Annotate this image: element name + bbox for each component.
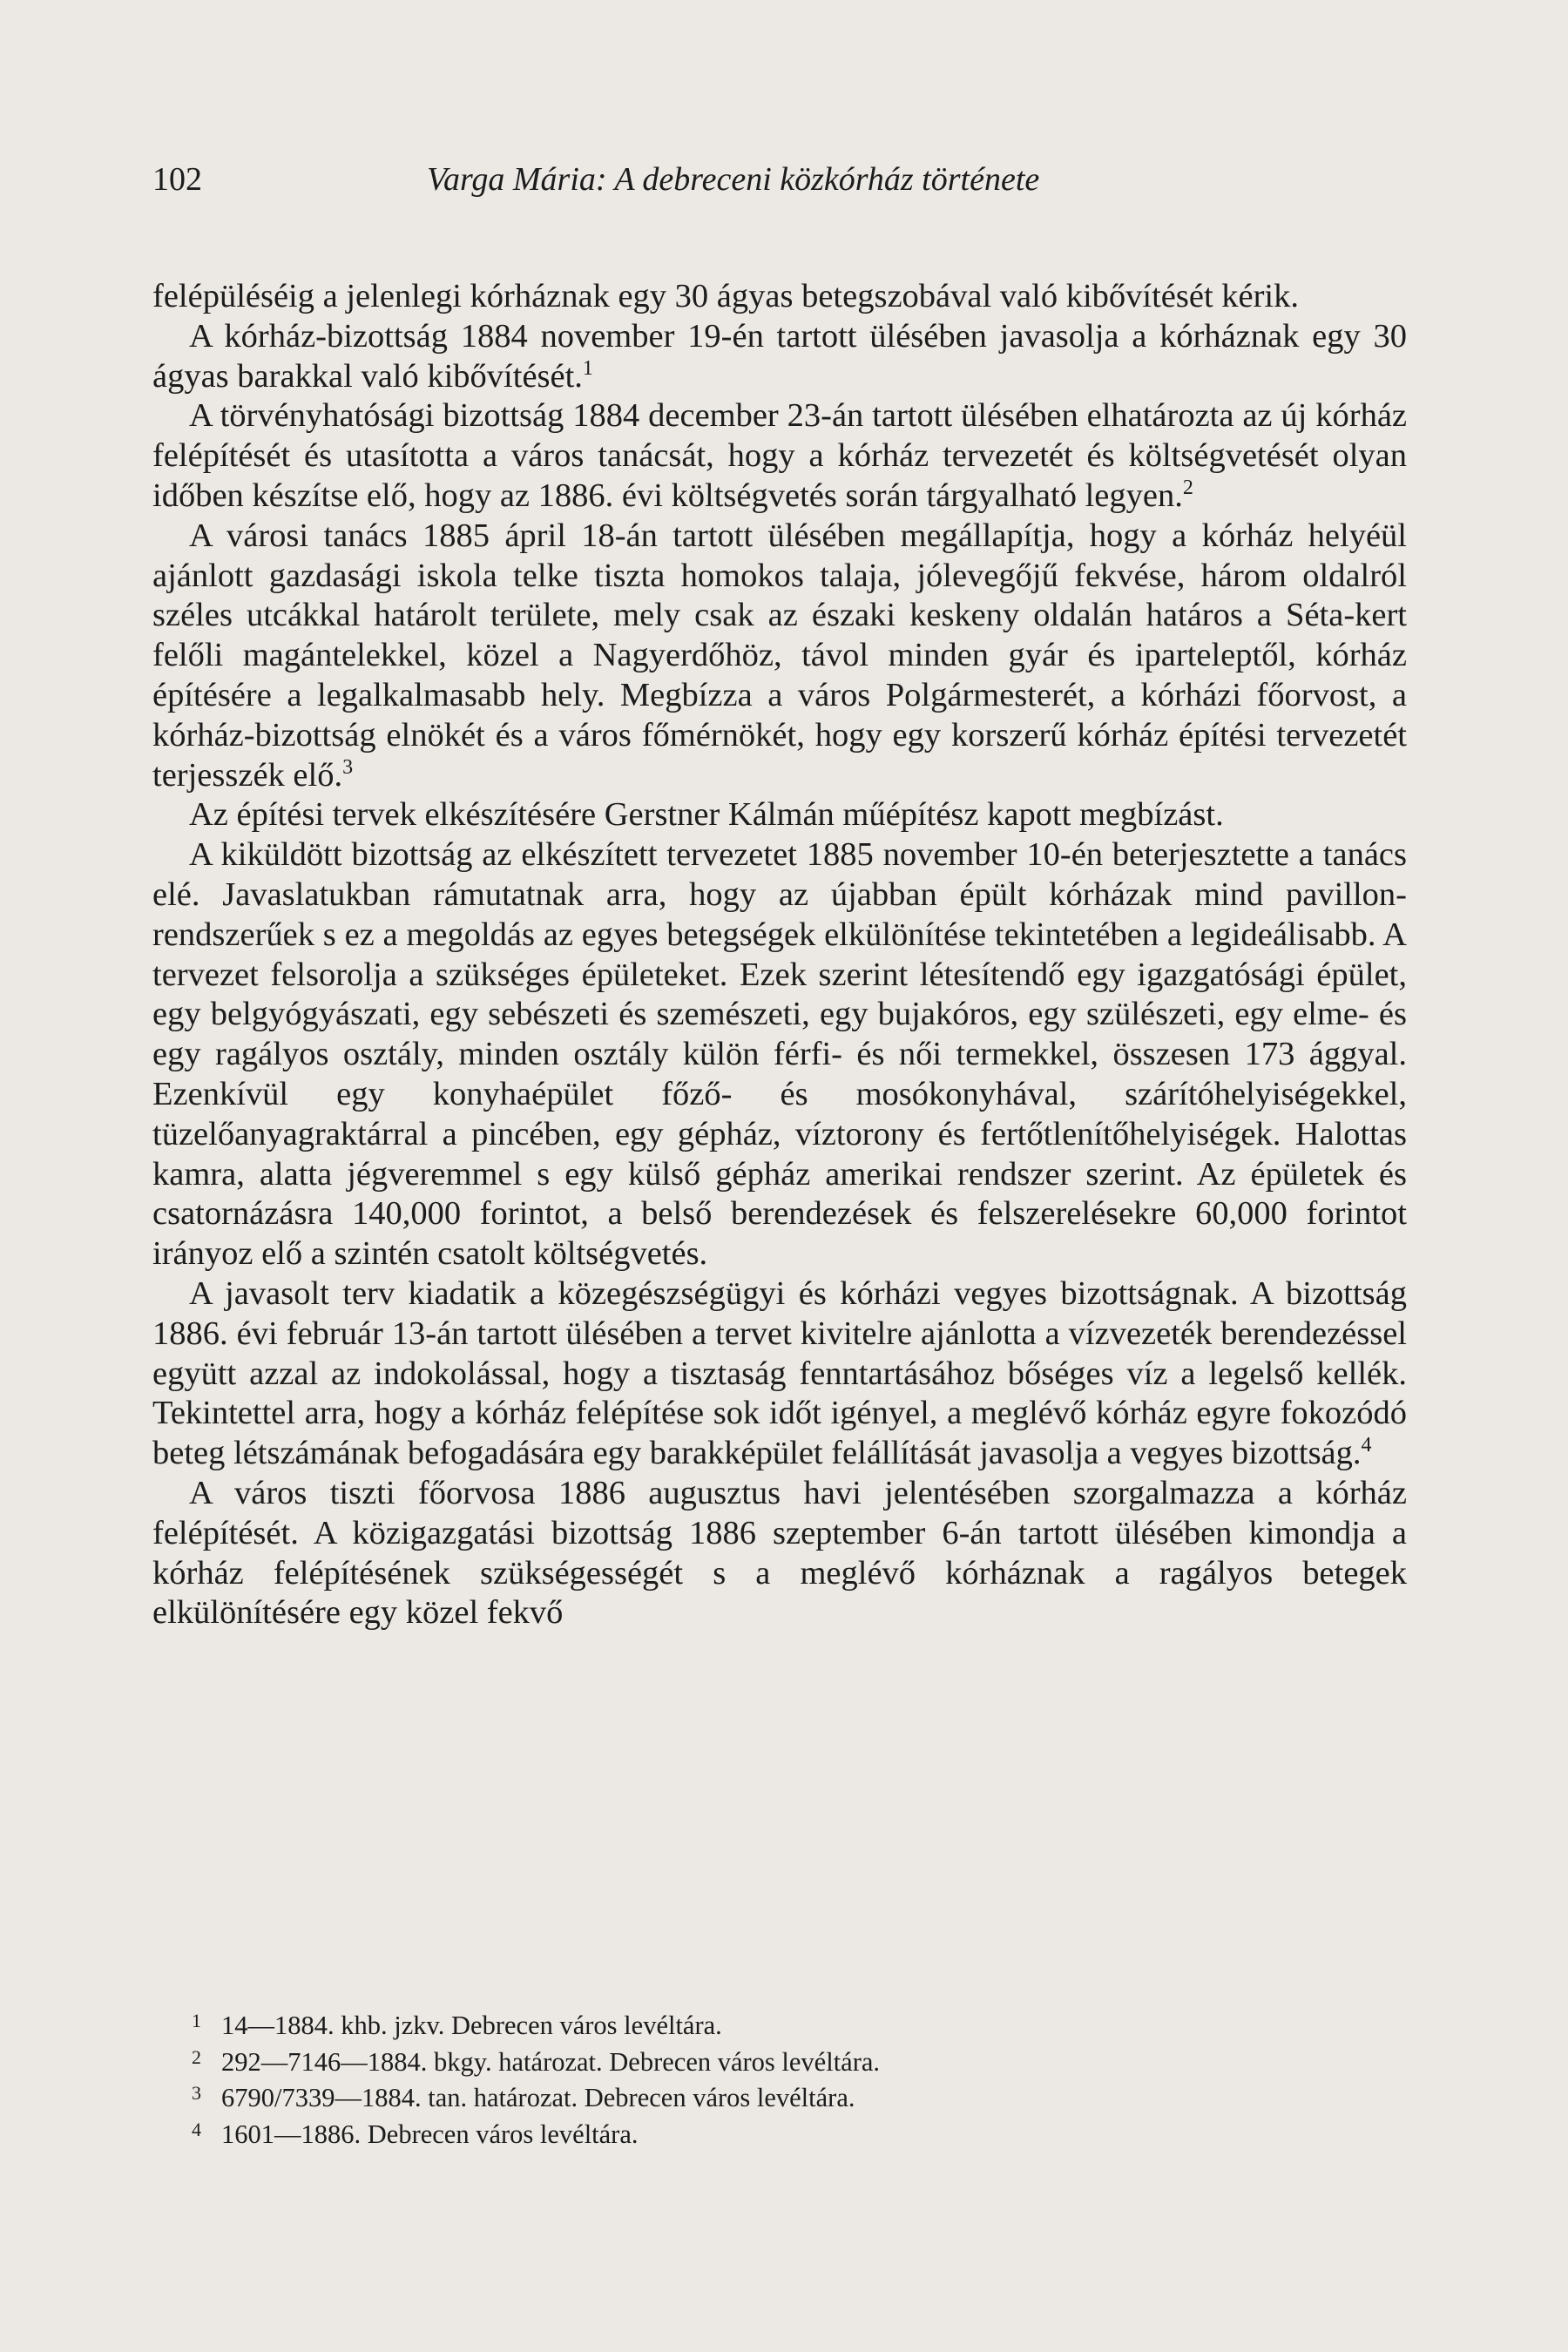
paragraph-2: A kórház-bizottság 1884 november 19-én tartott ülésében javasolja a kórháznak egy 30 ágyas barakkal való kibővítését.$^1$ — [152, 317, 1407, 395]
body-text — [152, 277, 1407, 1633]
paragraph-3: A törvényhatósági bizottság 1884 december 23-án tartott ülésében elhatározta az új kórház felépítését és utasította a város tanácsát, hogy a kórház tervezetét és költségvetését olyan időben készítse elő, hogy az 1886. évi költségvetés során tárgyalható legyen.$^2$ — [152, 397, 1407, 514]
footnote-ref-3: 3 — [342, 755, 354, 779]
footnote-ref-4: 4 — [1361, 1434, 1372, 1457]
footnote-text: 14—1884. khb. jzkv. Debrecen város levéltára. — [221, 2011, 722, 2040]
footnote-text: 6790/7339—1884. tan. határozat. Debrecen város levéltára. — [221, 2083, 855, 2113]
footnote-mark: 1 — [192, 2010, 201, 2031]
page-header — [152, 160, 1416, 204]
footnote-text: 1601—1886. Debrecen város levéltára. — [221, 2119, 639, 2149]
footnote — [192, 2078, 1324, 2114]
footnote — [192, 2114, 1324, 2151]
paragraph-8: A város tiszti főorvosa 1886 augusztus havi jelentésében szorgalmazza a kórház felépítését. A közigazgatási bizottság 1886 szeptember 6-án tartott ülésében kimondja a kórház felépítésének szükségességét s a meglévő kórháznak a ragályos betegek elkülönítésére egy közel fekvő — [152, 1474, 1407, 1632]
footnotes — [192, 2005, 1324, 2150]
footnote-mark: 2 — [192, 2045, 201, 2068]
footnote-ref-2: 2 — [1182, 476, 1193, 499]
footnote — [192, 2042, 1324, 2078]
running-head: Varga Mária: A debreceni közkórház története — [427, 161, 1040, 198]
footnote-ref-1: 1 — [582, 356, 593, 380]
footnote — [192, 2005, 1324, 2042]
paragraph-4: A városi tanács 1885 ápril 18-án tartott ülésében megállapítja, hogy a kórház helyéül ajánlott gazdasági iskola telke tiszta homokos talaja, jólevegőjű fekvése, három oldalról széles utcákkal határolt területe, mely csak az északi keskeny oldalán határos a Séta-kert felőli magántelekkel, közel a Nagyerdőhöz, távol minden gyár és iparteleptől, kórház építésére a legalkalmasabb hely. Megbízza a város Polgármesterét, a kórházi főorvost, a kórház-bizottság elnökét és a város főmérnökét, hogy egy korszerű kórház építési tervezetét terjesszék elő.$^3$ — [152, 517, 1407, 794]
footnote-mark: 3 — [192, 2082, 201, 2105]
footnote-text: 292—7146—1884. bkgy. határozat. Debrecen város levéltára. — [221, 2046, 881, 2077]
paragraph-7: A javasolt terv kiadatik a közegészségügyi és kórházi vegyes bizottságnak. A bizottság 1886. évi február 13-án tartott ülésében a tervet kivitelre ajánlotta a vízvezeték berendezéssel együtt azzal az indokolással, hogy a tisztaság fenntartásához bőséges víz a legelső kellék. Tekintettel arra, hogy a kórház felépítése sok időt igényel, a meglévő kórház egyre fokozódó beteg létszámának befogadására egy barakképület felállítását javasolja a vegyes bizottság.$^4$ — [152, 1274, 1407, 1472]
page-number: 102 — [152, 161, 202, 198]
footnote-mark: 4 — [192, 2118, 201, 2140]
paragraph-5: Az építési tervek elkészítésére Gerstner Kálmán műépítész kapott megbízást. — [189, 796, 1224, 834]
paragraph-1: felépüléséig a jelenlegi kórháznak egy 30 ágyas betegszobával való kibővítését kérik. — [152, 278, 1299, 314]
paragraph-6: A kiküldött bizottság az elkészített tervezetet 1885 november 10-én beterjesztette a tanács elé. Javaslatukban rámutatnak arra, hogy az újabban épült kórházak mind pavillon-rendszerűek s ez a megoldás az egyes betegségek elkülönítése tekintetében a legideálisabb. A tervezet felsorolja a szükséges épületeket. Ezek szerint létesítendő egy igazgatósági épület, egy belgyógyászati, egy sebészeti és szemészeti, egy bujakóros, egy szülészeti, egy elme- és egy ragályos osztály, minden osztály külön férfi- és női termekkel, összesen 173 ággyal. Ezenkívül egy konyhaépület főző- és mosókonyhával, szárítóhelyiségekkel, tüzelőanyagraktárral a pincében, egy gépház, víztorony és fertőtlenítőhelyiségek. Halottas kamra, alatta jégveremmel s egy külső gépház amerikai rendszer szerint. Az épületek és csatornázásra 140,000 forintot, a belső berendezések és felszerelésekre 60,000 forintot irányoz elő a szintén csatolt költségvetés. — [152, 836, 1407, 1273]
